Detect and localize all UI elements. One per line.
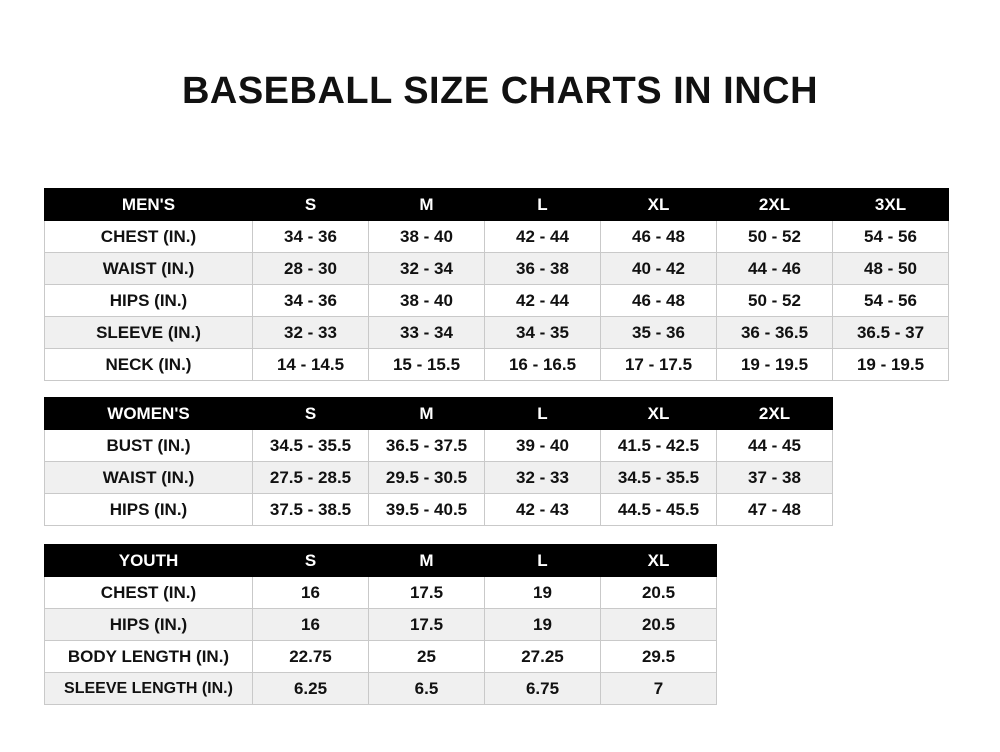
table-row — [45, 317, 949, 349]
column-header: M — [369, 189, 485, 221]
table-cell: 37 - 38 — [717, 462, 833, 494]
row-label: WAIST (IN.) — [45, 253, 253, 285]
column-header: S — [253, 189, 369, 221]
table-cell: 17.5 — [369, 609, 485, 641]
column-header: 2XL — [717, 189, 833, 221]
column-header: L — [485, 545, 601, 577]
table-cell: 36 - 36.5 — [717, 317, 833, 349]
table-cell: 42 - 43 — [485, 494, 601, 526]
table-cell: 35 - 36 — [601, 317, 717, 349]
table-header-row — [45, 189, 949, 221]
table-cell: 34 - 35 — [485, 317, 601, 349]
table-cell: 19 — [485, 577, 601, 609]
table-cell: 46 - 48 — [601, 221, 717, 253]
table-cell: 15 - 15.5 — [369, 349, 485, 381]
column-header: L — [485, 398, 601, 430]
table-cell: 34 - 36 — [253, 285, 369, 317]
table-cell: 34 - 36 — [253, 221, 369, 253]
table-cell: 28 - 30 — [253, 253, 369, 285]
table-cell: 44 - 46 — [717, 253, 833, 285]
table-row — [45, 641, 717, 673]
table-cell: 38 - 40 — [369, 285, 485, 317]
table-cell: 16 - 16.5 — [485, 349, 601, 381]
table-cell: 6.75 — [485, 673, 601, 705]
table-cell: 50 - 52 — [717, 221, 833, 253]
table-cell: 19 - 19.5 — [833, 349, 949, 381]
column-header: WOMEN'S — [45, 398, 253, 430]
table-cell: 33 - 34 — [369, 317, 485, 349]
table-row — [45, 577, 717, 609]
column-header: M — [369, 545, 485, 577]
table-row — [45, 285, 949, 317]
table-cell: 48 - 50 — [833, 253, 949, 285]
column-header: YOUTH — [45, 545, 253, 577]
table-cell: 7 — [601, 673, 717, 705]
mens-size-chart — [44, 188, 949, 381]
table-cell: 46 - 48 — [601, 285, 717, 317]
table-cell: 29.5 - 30.5 — [369, 462, 485, 494]
table-row — [45, 494, 833, 526]
table-row — [45, 462, 833, 494]
table-row — [45, 221, 949, 253]
table-cell: 32 - 34 — [369, 253, 485, 285]
table-cell: 37.5 - 38.5 — [253, 494, 369, 526]
row-label: WAIST (IN.) — [45, 462, 253, 494]
row-label: HIPS (IN.) — [45, 609, 253, 641]
table-row — [45, 349, 949, 381]
column-header: 3XL — [833, 189, 949, 221]
table-cell: 32 - 33 — [253, 317, 369, 349]
row-label: BUST (IN.) — [45, 430, 253, 462]
table-cell: 14 - 14.5 — [253, 349, 369, 381]
table-row — [45, 609, 717, 641]
table-cell: 19 - 19.5 — [717, 349, 833, 381]
column-header: L — [485, 189, 601, 221]
table-cell: 36 - 38 — [485, 253, 601, 285]
column-header: XL — [601, 545, 717, 577]
youth-size-chart — [44, 544, 717, 705]
table-row — [45, 673, 717, 705]
table-cell: 16 — [253, 577, 369, 609]
column-header: XL — [601, 398, 717, 430]
column-header: S — [253, 545, 369, 577]
table-cell: 6.25 — [253, 673, 369, 705]
table-cell: 44 - 45 — [717, 430, 833, 462]
table-cell: 39.5 - 40.5 — [369, 494, 485, 526]
table-cell: 25 — [369, 641, 485, 673]
column-header: XL — [601, 189, 717, 221]
table-cell: 39 - 40 — [485, 430, 601, 462]
row-label: CHEST (IN.) — [45, 221, 253, 253]
row-label: CHEST (IN.) — [45, 577, 253, 609]
table-cell: 34.5 - 35.5 — [253, 430, 369, 462]
table-cell: 42 - 44 — [485, 221, 601, 253]
table-header-row — [45, 545, 717, 577]
table-row — [45, 253, 949, 285]
table-row — [45, 430, 833, 462]
womens-size-chart — [44, 397, 833, 526]
row-label: SLEEVE (IN.) — [45, 317, 253, 349]
column-header: 2XL — [717, 398, 833, 430]
table-cell: 50 - 52 — [717, 285, 833, 317]
column-header: M — [369, 398, 485, 430]
row-label: HIPS (IN.) — [45, 494, 253, 526]
table-cell: 27.25 — [485, 641, 601, 673]
row-label: NECK (IN.) — [45, 349, 253, 381]
table-cell: 17 - 17.5 — [601, 349, 717, 381]
row-label: BODY LENGTH (IN.) — [45, 641, 253, 673]
table-cell: 17.5 — [369, 577, 485, 609]
table-cell: 22.75 — [253, 641, 369, 673]
column-header: MEN'S — [45, 189, 253, 221]
row-label: HIPS (IN.) — [45, 285, 253, 317]
table-cell: 36.5 - 37 — [833, 317, 949, 349]
table-cell: 20.5 — [601, 577, 717, 609]
table-cell: 38 - 40 — [369, 221, 485, 253]
table-cell: 29.5 — [601, 641, 717, 673]
column-header: S — [253, 398, 369, 430]
table-cell: 27.5 - 28.5 — [253, 462, 369, 494]
table-cell: 54 - 56 — [833, 285, 949, 317]
table-cell: 20.5 — [601, 609, 717, 641]
table-cell: 44.5 - 45.5 — [601, 494, 717, 526]
table-header-row — [45, 398, 833, 430]
table-cell: 34.5 - 35.5 — [601, 462, 717, 494]
table-cell: 16 — [253, 609, 369, 641]
page-title: BASEBALL SIZE CHARTS IN INCH — [181, 70, 819, 112]
row-label: SLEEVE LENGTH (IN.) — [45, 673, 253, 705]
table-cell: 40 - 42 — [601, 253, 717, 285]
table-cell: 47 - 48 — [717, 494, 833, 526]
table-cell: 42 - 44 — [485, 285, 601, 317]
table-cell: 32 - 33 — [485, 462, 601, 494]
table-cell: 54 - 56 — [833, 221, 949, 253]
table-cell: 36.5 - 37.5 — [369, 430, 485, 462]
table-cell: 6.5 — [369, 673, 485, 705]
table-cell: 41.5 - 42.5 — [601, 430, 717, 462]
table-cell: 19 — [485, 609, 601, 641]
